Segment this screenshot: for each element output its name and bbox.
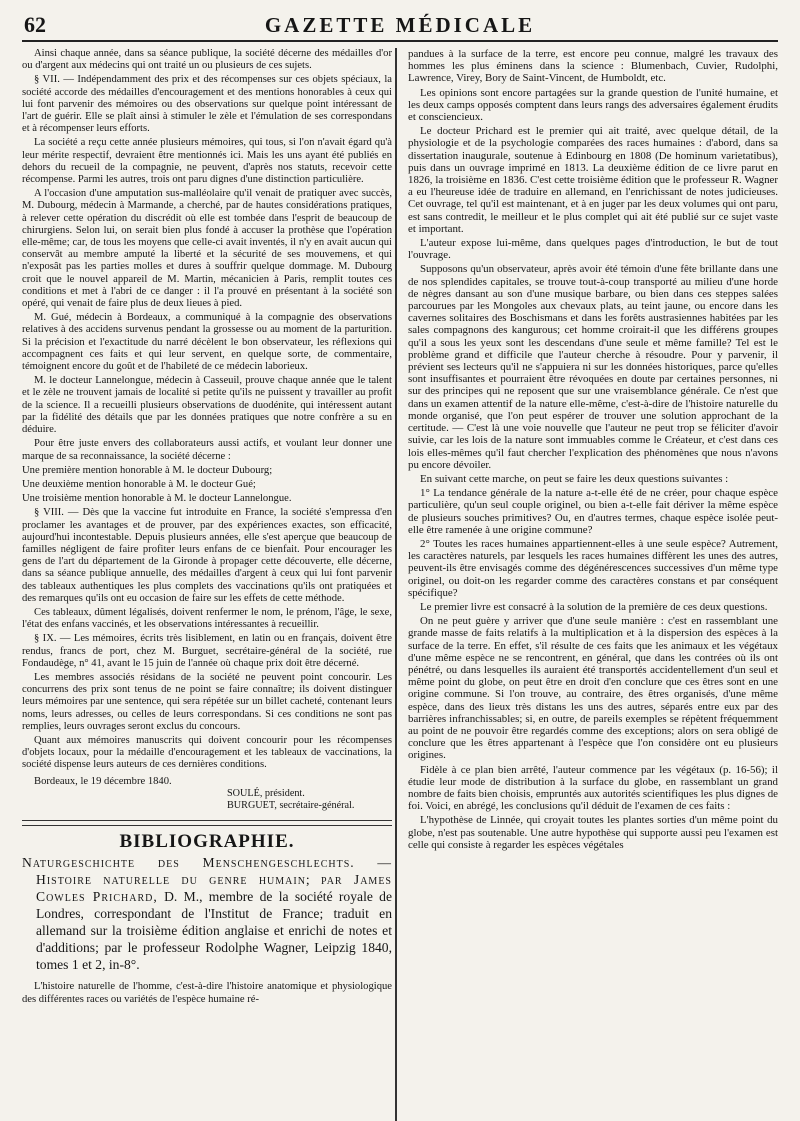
book-french-title: par James Cowles Prichard, — [36, 872, 392, 905]
left-paragraph-11: Les membres associés résidans de la société ne peuvent point concourir. Les concurrens des prix sont tenus de ne point se faire connaître; ils doivent distinguer leurs mémoires par une sentence, qui sera répétée sur un billet cacheté, contenant leurs noms, leurs adresses, ou celles de leurs correspondans. Si ces conditions ne sont pas remplies, leurs ouvrages seront exclus du concours. — [22, 671, 392, 732]
honorable-mention-1: Une première mention honorable à M. le docteur Dubourg; — [22, 464, 273, 476]
right-paragraph-5: Supposons qu'un observateur, après avoir été témoin d'une fête brillante dans une de nos splendides capitales, se trouve tout-à-coup transporté au milieu d'une horde de nègres dansant au son d'une musique barbare, ou bien dans ces steppes salées parcourues par les Mongoles aux chevaux plats, au teint jaune, ou encore dans les cavernes solitaires des Boschismans et dans les forêts austrasiennes habitées par les sales compagnons des kangurous; cet homme croirait-il que les différens groupes qu'il a sous les yeux sont les descendans d'une seule et même famille? Tel est le problème grand et difficile que l'auteur cherche à résoudre. Pour y parvenir, il prévient ses lecteurs qu'il ne s'appuiera ni sur les données historiques, parce qu'elles sont insuffisantes et pourraient être révoquées en doute par certaines personnes, ni sur des principes qui ne reposent que sur une vraisemblance générale. Ce n'est que dans un examen attentif de la nature elle-même, c'est-à-dire de l'histoire naturelle du monde organisé, que l'on peut espérer de trouver une solution approchant de la certitude. — C'est là une voie nouvelle que l'auteur ne peut trop se féliciter d'avoir suivie, car les lois de la nature sont immuables comme le Créateur, et c'est dans ces lois elles-mêmes qu'il faut chercher l'explication des phénomènes que nous n'avons pu encore dévoiler. — [408, 263, 778, 471]
signature-president: SOULÉ, président. — [227, 787, 305, 799]
left-paragraph-6: M. le docteur Lannelongue, médecin à Casseuil, prouve chaque année que le talent et le zèle ne trouvent jamais de localité si petite qu'ils ne puissent y travailler au profit de la science. Il a recueilli plusieurs observations de duodénite, qui intéressent autant par la fidélité des détails que par les données pratiques que notre confrère a su en déduire. — [22, 375, 392, 436]
right-paragraph-3: Le docteur Prichard est le premier qui ait traité, avec quelque détail, de la physiologie et de la psychologie comparées des races humaines : d'abord, dans sa dissertation inaugurale, soutenue à Edinbourg en 1808 (De hominum varietatibus), puis dans un ouvrage imprimé en 1813. La deuxième édition de ce livre parut en 1826, la troisième en 1836. C'est cette troisième édition que le professeur R. Wagner a eu l'heureuse idée de traduire en allemand, en l'enrichissant de notes judicieuses. Cet ouvrage, tel qu'il est maintenant, et à en juger par les deux volumes qui ont paru, est sans contredit, le meilleur et le plus complet qui ait été publié sur ce sujet vaste et important. — [408, 125, 778, 235]
column-divider — [395, 48, 397, 1121]
right-question-1: 1° La tendance générale de la nature a-t-elle été de ne créer, pour chaque espèce particulière, qu'un seul couple originel, ou bien a-t-elle fait dériver la même espèce de plusieurs souches primitives? Ou, en d'autres termes, chaque espèce isolée peut-elle être ramenée à une origine commune? — [408, 487, 778, 536]
signature-block — [22, 776, 392, 813]
book-german-title: Naturgeschichte des Menschengeschlechts. — Histoire naturelle du genre humain; — [22, 855, 392, 888]
right-paragraph-1: pandues à la surface de la terre, est encore peu connue, malgré les travaux des hommes les plus éminens dans la science : Blumenbach, Cuvier, Rudolphi, Lawrence, Virey, Bory de Saint-Vincent, de Humboldt, etc. — [408, 48, 778, 85]
left-paragraph-8: § VIII. — Dès que la vaccine fut introduite en France, la société s'empressa d'en proclamer les avantages et de prouver, par des expériences exactes, son efficacité, aujourd'hui incontestable. Depuis plusieurs années, elle s'est aperçue que beaucoup de familles négligent de faire profiter leurs enfans de ce bienfait. Pour encourager les gens de l'art du département de la Gironde à propager cette découverte, elle décerne, dans sa séance publique annuelle, des médailles d'argent à ceux qui lui font parvenir des tableaux authentiques les plus complets des vaccinations qu'ils ont pratiquées et des remarques qu'ils ont eu occasion de faire sur les effets de cette méthode. — [22, 507, 392, 604]
right-paragraph-9: Fidèle à ce plan bien arrêté, l'auteur commence par les végétaux (p. 16-56); il étudie leur mode de distribution à la surface du globe, en rassemblant un grand nombre de faits bien choisis, empruntés aux autorités scientifiques les plus dignes de foi. Voici, en abrégé, les conclusions qu'il déduit de l'examen de ces faits : — [408, 763, 778, 813]
honorable-mention-3: Une troisième mention honorable à M. le docteur Lannelongue. — [22, 493, 292, 505]
section-separator — [22, 820, 392, 826]
left-paragraph-9: Ces tableaux, dûment légalisés, doivent renfermer le nom, le prénom, l'âge, le sexe, l'état des enfans vaccinés, et les observations intéressantes à recueillir. — [22, 606, 392, 631]
signature-date: Bordeaux, le 19 décembre 1840. — [34, 775, 172, 787]
left-paragraph-3: La société a reçu cette année plusieurs mémoires, qui tous, si l'on n'avait égard qu'à leur mérite respectif, devraient être mentionnés ici. Mais les uns ayant été publiés en dehors du recueil de la compagnie, ne peuvent, d'après nos statuts, recevoir cette récompense. Parmi les autres, trois ont paru dignes d'une distinction particulière. — [22, 137, 392, 186]
right-paragraph-7: Le premier livre est consacré à la solution de la première de ces deux questions. — [420, 600, 768, 613]
right-paragraph-8: On ne peut guère y arriver que d'une seule manière : c'est en rassemblant une grande masse de faits relatifs à la multiplication et à la dispersion des espèces à la surface de la terre. En effet, s'il résulte de ces faits que les animaux et les végétaux d'une même espèce ne se rencontrent, en général, que dans les contrées où ils ont pénétré, ou dans lesquelles ils auraient été transportés accidentellement d'un seul et même point du globe, on peut être en droit d'en conclure que ces êtres sont en une origine commune. Si l'on trouve, au contraire, des êtres organisés, d'une même espèce, dans des lieux très distans les uns des autres, séparés entre eux par des barrières infranchissables; si, en outre, de pareils exemples se répètent fréquemment au point de ne pouvoir être regardés comme des exceptions; alors on sera obligé de conclure que les êtres appartenant à l'espèce que l'on considère ont eu plusieurs origines. — [408, 615, 778, 762]
left-paragraph-1: Ainsi chaque année, dans sa séance publique, la société décerne des médailles d'or ou d'argent aux médecins qui ont traité un ou plusieurs de ces sujets. — [22, 48, 392, 72]
left-paragraph-4: A l'occasion d'une amputation sus-malléolaire qu'il venait de pratiquer avec succès, M. Dubourg, médecin à Marmande, a cherché, par de hautes considérations pratiques, à relever cette opération du discrédit où elle est tombée dans l'esprit de beaucoup de chirurgiens. Selon lui, on serait bien plus fondé à accuser la prothèse que l'opération elle-même; car, de tous les moyens que celle-ci avait inventés, il n'y en avait aucun qui conservât au membre amputé la liberté et la sécurité de ses mouvemens, et qui n'exposât pas les parties molles et dures à souffrir quelque dommage. M. Dubourg croit que le nouvel appareil de M. Martin, mécanicien à Paris, remplit toutes ces conditions et met à l'abri de ce danger : il l'a prouvé en présentant à la société son opéré, qui venait de faire plus de deux lieues à pied. — [22, 188, 392, 310]
honorable-mention-2: Une deuxième mention honorable à M. le docteur Gué; — [22, 478, 256, 490]
page-number: 62 — [24, 12, 46, 37]
page-header — [22, 10, 778, 42]
journal-title: GAZETTE MÉDICALE — [264, 13, 536, 37]
left-paragraph-10: § IX. — Les mémoires, écrits très lisiblement, en latin ou en français, doivent être rendus, francs de port, chez M. Burguet, secrétaire-général de la société, rue Fondaudège, n° 41, avant le 15 juin de l'année où chaque prix doit être décerné. — [22, 633, 392, 669]
left-paragraph-12: Quant aux mémoires manuscrits qui doivent concourir pour les récompenses d'objets locaux, pour la médaille d'encouragement et les tableaux de vaccinations, la société dispense leurs auteurs de ces dernières conditions. — [22, 734, 392, 771]
left-paragraph-2: § VII. — Indépendamment des prix et des récompenses sur ces objets spéciaux, la société accorde des médailles d'encouragement et des mentions honorables à ceux qui lui font parvenir des mémoires ou des observations sur quelque point intéressant de l'art de guérir. Elle se plaît ainsi à stimuler le zèle et l'émulation de ses correspondans et à récompenser leurs efforts. — [22, 74, 392, 135]
right-question-2: 2° Toutes les races humaines appartiennent-elles à une seule espèce? Autrement, les caractères naturels, par lesquels les races humaines diffèrent les unes des autres, peuvent-ils être envisagés comme des dégénérescences successives d'un même type originel, ou doit-on les regarder comme des caractères constans et par conséquent spécifique? — [408, 537, 778, 599]
left-paragraph-5: M. Gué, médecin à Bordeaux, a communiqué à la compagnie des observations relatives à des accidens survenus pendant la grossesse ou au moment de la parturition. Si la précision et l'exactitude du narré décèlent le bon observateur, les réflexions qui accompagnent ces faits et qui leur servent, en quelque sorte, de commentaire, témoignent encore du goût et de l'habileté de ce médecin laborieux. — [22, 312, 392, 373]
section-heading: BIBLIOGRAPHIE. — [119, 831, 295, 853]
book-details: D. M., membre de la société royale de Londres, correspondant de l'Institut de France; traduit en allemand sur la troisième édition anglaise et enrichi de notes et d'additions; par le professeur Rodolphe Wagner, Leipzig 1840, tomes 1 et 2, in-8°. — [36, 889, 393, 973]
left-column — [22, 48, 392, 1008]
right-paragraph-6: En suivant cette marche, on peut se faire les deux questions suivantes : — [420, 472, 729, 485]
two-column-body — [22, 48, 778, 1008]
signature-secretary: BURGUET, secrétaire-général. — [227, 799, 355, 811]
left-paragraph-7: Pour être juste envers des collaborateurs aussi actifs, et voulant leur donner une marque de sa reconnaissance, la société décerne : — [22, 438, 392, 462]
right-paragraph-2: Les opinions sont encore partagées sur la grande question de l'unité humaine, et les deux camps opposés comptent dans leurs rangs des adversaires également érudits et consciencieux. — [408, 86, 778, 124]
book-reference — [22, 854, 392, 973]
right-column — [408, 48, 778, 1008]
right-paragraph-4: L'auteur expose lui-même, dans quelques pages d'introduction, le but de tout l'ouvrage. — [408, 237, 778, 262]
review-opening: L'histoire naturelle de l'homme, c'est-à-dire l'histoire anatomique et physiologique des différentes races ou variétés de l'espèce humaine ré- — [22, 981, 392, 1005]
right-paragraph-10: L'hypothèse de Linnée, qui croyait toutes les plantes sorties d'un même point du globe, n'est pas soutenable. Une autre hypothèse qui supporte aussi peu l'examen est celle qui consiste à regarder les espèces végétales — [408, 814, 778, 851]
